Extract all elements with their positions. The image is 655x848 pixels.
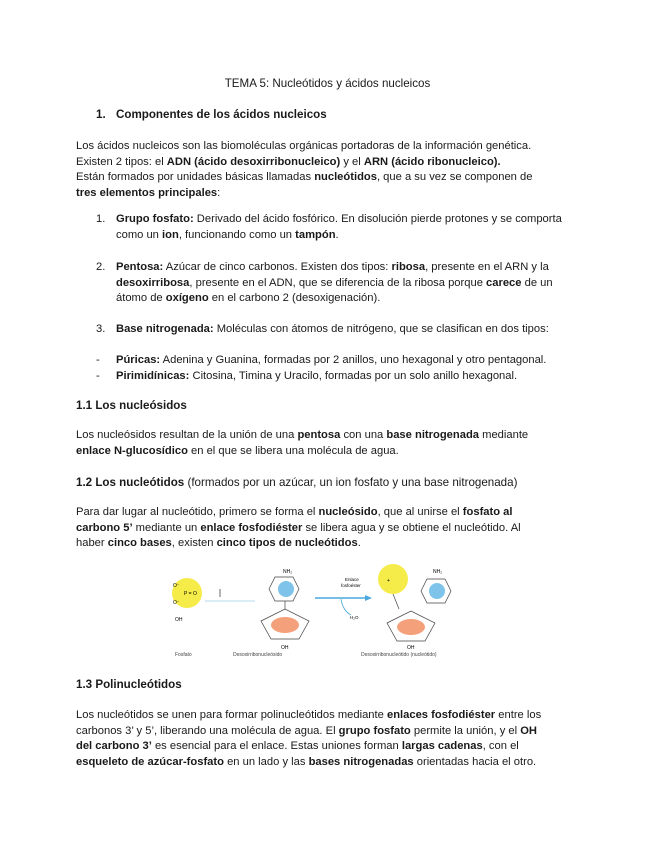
nucleoside-sugar-ellipse bbox=[271, 617, 299, 633]
intro-line-3: Están formados por unidades básicas llamadas nucleótidos, que a su vez se componen de bbox=[76, 171, 533, 184]
nucleotide-oh: OH bbox=[407, 645, 415, 651]
section-1-3-heading: 1.3 Polinucleótidos bbox=[76, 678, 182, 691]
caption-nucleotide: Desoxirribonucleótido (nucleótido) bbox=[361, 652, 437, 658]
section-1-2-heading: 1.2 Los nucleótidos (formados por un azúcar, un ion fosfato y una base nitrogenada) bbox=[76, 476, 518, 489]
list-item-nitrogen-base: 3. Base nitrogenada: Moléculas con átomos de nitrógeno, que se clasifican en dos tipos: bbox=[96, 323, 549, 335]
phosphate-ho: OH bbox=[175, 617, 183, 623]
document-title: TEMA 5: Nucleótidos y ácidos nucleicos bbox=[224, 77, 431, 90]
section-1-heading bbox=[96, 107, 327, 123]
phosphate-o1: O⁻ bbox=[173, 583, 180, 589]
section-1-1-heading: 1.1 Los nucleósidos bbox=[76, 399, 187, 412]
nucleoside-base-circle bbox=[278, 581, 294, 597]
list-item-purines: - Púricas: Adenina y Guanina, formadas por 2 anillos, uno hexagonal y otro pentagonal. bbox=[96, 354, 547, 366]
list-item-pyrimidines: - Pirimidínicas: Citosina, Timina y Uracilo, formadas por un solo anillo hexagonal. bbox=[96, 370, 518, 382]
section-1-1-paragraph: Los nucleósidos resultan de la unión de una pentosa con una base nitrogenada mediante enlace N-glucosídico en el que se libera una molécula de agua. bbox=[76, 429, 529, 457]
intro-line-2: Existen 2 tipos: el ADN (ácido desoxirribonucleico) y el ARN (ácido ribonucleico). bbox=[76, 155, 501, 168]
nucleoside-oh: OH bbox=[281, 645, 289, 651]
nucleotide-formation-figure bbox=[165, 563, 485, 660]
arrow-label-1: Enlace bbox=[345, 577, 359, 582]
phosphate-o2: O⁻ bbox=[173, 600, 180, 606]
nucleotide-base-circle bbox=[429, 583, 445, 599]
caption-phosphate: Fosfato bbox=[175, 652, 192, 658]
list-item-pentose: 2. Pentosa: Azúcar de cinco carbonos. Existen dos tipos: ribosa, presente en el ARN y la desoxirribosa, presente en el ADN, que se diferencia de la ribosa porque carece de un átomo de oxígeno en el carbono 2 (desoxigenación). bbox=[96, 261, 553, 305]
intro-line-1: Los ácidos nucleicos son las biomoléculas orgánicas portadoras de la información genética. bbox=[76, 140, 532, 152]
caption-nucleoside: Desoxirribonucleósido bbox=[233, 652, 283, 658]
phosphate-p: P = O bbox=[184, 591, 197, 597]
intro-line-4: tres elementos principales: bbox=[76, 186, 221, 199]
list-item-phosphate: 1. Grupo fosfato: Derivado del ácido fosfórico. En disolución pierde protones y se comporta como un ion, funcionando como un tampón. bbox=[96, 213, 562, 241]
arrow-label-2: fosfoéster bbox=[341, 583, 361, 588]
section-1-title: Componentes de los ácidos nucleicos bbox=[116, 108, 327, 121]
phosphoester-bond bbox=[393, 594, 399, 609]
nucleotide-sugar-ellipse bbox=[397, 619, 425, 635]
reaction-arrowhead bbox=[365, 595, 372, 601]
nucleotide-nh2: NH₂ bbox=[433, 569, 443, 575]
section-1-number: 1. bbox=[96, 108, 106, 121]
section-1-3-paragraph: Los nucleótidos se unen para formar polinucleótidos mediante enlaces fosfodiéster entre los carbonos 3’ y 5’, liberando una molécula de agua. El grupo fosfato permite la unión, y el OH del carbono 3’ es esencial para el enlace. Estas uniones forman largas cadenas, con el esqueleto de azúcar-fosfato en un lado y las bases nitrogenadas orientadas hacia el otro. bbox=[76, 709, 542, 768]
water-label: H₂O bbox=[350, 615, 359, 620]
water-release-arrow bbox=[341, 599, 351, 615]
section-1-2-paragraph: Para dar lugar al nucleótido, primero se forma el nucleósido, que al unirse el fosfato al carbono 5’ mediante un enlace fosfodiéster se libera agua y se obtiene el nucleótido. Al haber cinco bases, existen cinco tipos de nucleótidos. bbox=[76, 506, 521, 550]
nucleoside-nh2: NH₂ bbox=[283, 569, 293, 575]
nucleotide-plus: + bbox=[387, 578, 390, 584]
nucleotide-phosphate-circle bbox=[378, 564, 408, 594]
intro-paragraph bbox=[76, 139, 576, 201]
